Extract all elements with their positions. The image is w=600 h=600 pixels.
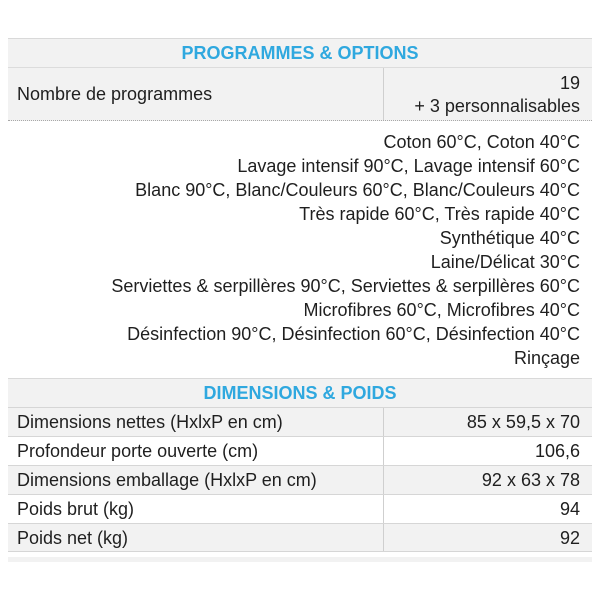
table-row	[8, 436, 592, 465]
programme-item: Coton 60°C, Coton 40°C	[383, 132, 580, 152]
programme-item: Laine/Délicat 30°C	[430, 252, 580, 272]
row-value: 106,6	[534, 441, 580, 461]
programme-item: Blanc 90°C, Blanc/Couleurs 60°C, Blanc/Couleurs 40°C	[135, 180, 580, 200]
row-label: Poids net (kg)	[8, 524, 384, 551]
table-row	[8, 407, 592, 436]
dimensions-section-title: DIMENSIONS & POIDS	[8, 378, 592, 407]
table-row	[8, 494, 592, 523]
programme-item: Lavage intensif 90°C, Lavage intensif 60°C	[237, 156, 580, 176]
row-value: 92	[559, 528, 580, 548]
row-value: 85 x 59,5 x 70	[466, 412, 580, 432]
programme-item: Désinfection 90°C, Désinfection 60°C, Désinfection 40°C	[127, 324, 580, 344]
programme-count-custom: + 3 personnalisables	[414, 96, 580, 116]
footer-band	[8, 557, 592, 562]
row-label: Dimensions emballage (HxlxP en cm)	[8, 466, 384, 494]
programme-item: Très rapide 60°C, Très rapide 40°C	[299, 204, 580, 224]
programme-item: Microfibres 60°C, Microfibres 40°C	[303, 300, 580, 320]
spec-sheet	[8, 38, 592, 552]
programme-count-number: 19	[559, 73, 580, 93]
row-value: 94	[559, 499, 580, 519]
programme-count-row	[8, 67, 592, 121]
programme-item: Synthétique 40°C	[439, 228, 580, 248]
row-label: Profondeur porte ouverte (cm)	[8, 437, 384, 465]
row-label: Poids brut (kg)	[8, 495, 384, 523]
programme-count-label: Nombre de programmes	[8, 68, 384, 120]
programme-item: Rinçage	[513, 348, 580, 368]
programme-item: Serviettes & serpillères 90°C, Serviettes & serpillères 60°C	[111, 276, 580, 296]
programmes-section-title: PROGRAMMES & OPTIONS	[8, 38, 592, 67]
table-row	[8, 465, 592, 494]
programme-list	[8, 121, 592, 378]
table-row	[8, 523, 592, 552]
row-label: Dimensions nettes (HxlxP en cm)	[8, 408, 384, 436]
programme-count-value	[384, 68, 592, 120]
row-value: 92 x 63 x 78	[481, 470, 580, 490]
